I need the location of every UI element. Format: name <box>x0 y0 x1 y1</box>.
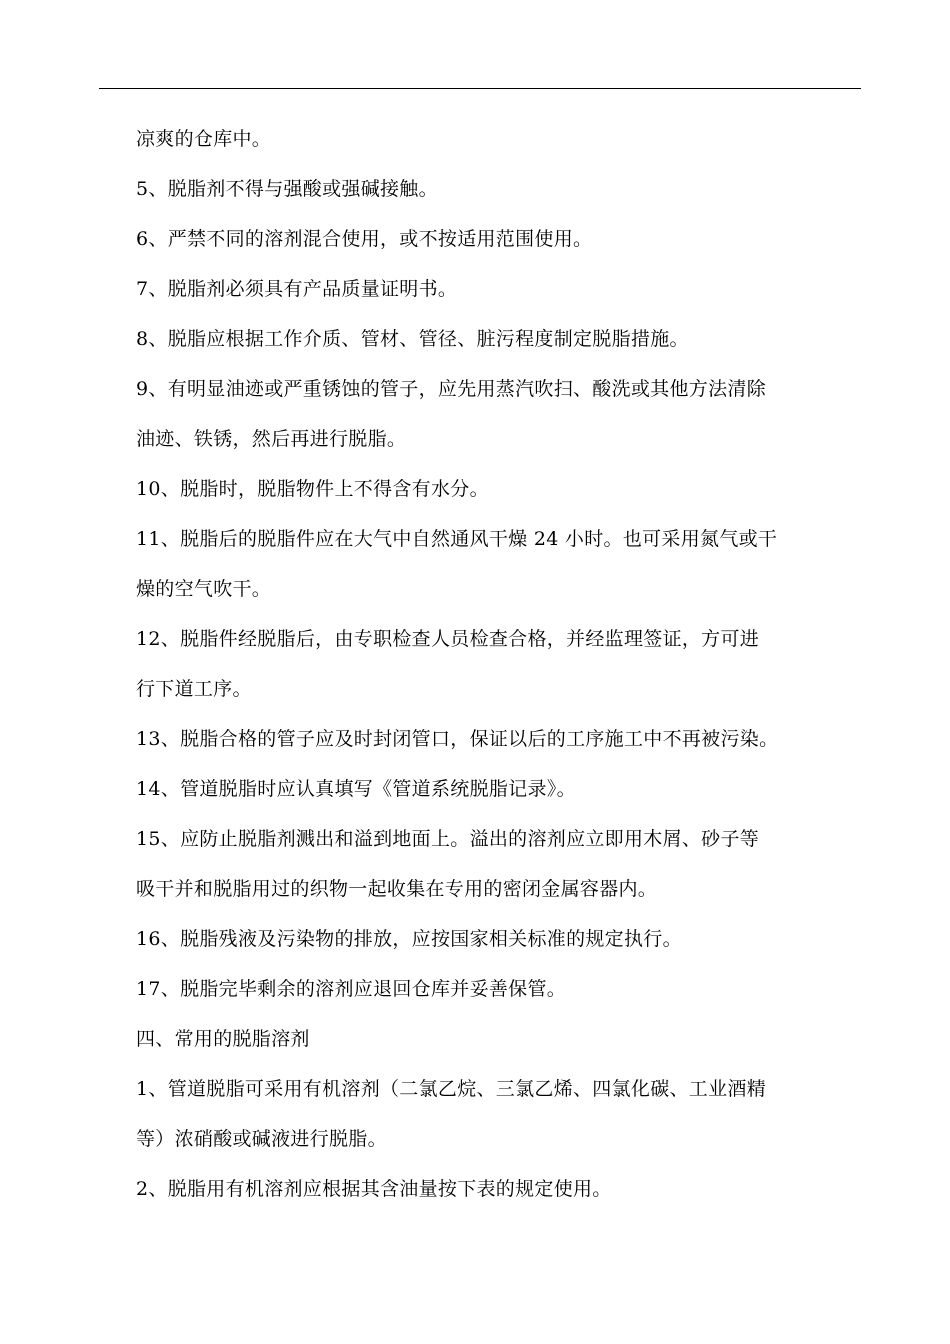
section-heading: 四、常用的脱脂溶剂 <box>136 1028 310 1050</box>
text-line: 5、脱脂剂不得与强酸或强碱接触。 <box>136 178 438 200</box>
text-line: 13、脱脂合格的管子应及时封闭管口，保证以后的工序施工中不再被污染。 <box>136 728 779 750</box>
text-line: 9、有明显油迹或严重锈蚀的管子，应先用蒸汽吹扫、酸洗或其他方法清除 <box>136 378 766 400</box>
text-line: 10、脱脂时，脱脂物件上不得含有水分。 <box>136 478 489 500</box>
text-line: 行下道工序。 <box>136 678 252 700</box>
text-line: 15、应防止脱脂剂溅出和溢到地面上。溢出的溶剂应立即用木屑、砂子等 <box>136 828 760 850</box>
header-rule <box>99 88 861 89</box>
text-line: 8、脱脂应根据工作介质、管材、管径、脏污程度制定脱脂措施。 <box>136 328 689 350</box>
text-line: 6、严禁不同的溶剂混合使用，或不按适用范围使用。 <box>136 228 593 250</box>
text-line: 14、管道脱脂时应认真填写《管道系统脱脂记录》。 <box>136 778 576 800</box>
text-line: 凉爽的仓库中。 <box>136 128 272 150</box>
text-line: 吸干并和脱脂用过的织物一起收集在专用的密闭金属容器内。 <box>136 878 658 900</box>
text-line: 7、脱脂剂必须具有产品质量证明书。 <box>136 278 458 300</box>
text-line: 燥的空气吹干。 <box>136 578 272 600</box>
text-line: 11、脱脂后的脱脂件应在大气中自然通风干燥 24 小时。也可采用氮气或干 <box>136 528 778 550</box>
text-line: 等）浓硝酸或碱液进行脱脂。 <box>136 1128 387 1150</box>
text-line: 2、脱脂用有机溶剂应根据其含油量按下表的规定使用。 <box>136 1178 612 1200</box>
document-body <box>136 114 860 1214</box>
text-line: 1、管道脱脂可采用有机溶剂（二氯乙烷、三氯乙烯、四氯化碳、工业酒精 <box>136 1078 766 1100</box>
text-line: 17、脱脂完毕剩余的溶剂应退回仓库并妥善保管。 <box>136 978 567 1000</box>
text-line: 16、脱脂残液及污染物的排放，应按国家相关标准的规定执行。 <box>136 928 682 950</box>
text-line: 油迹、铁锈，然后再进行脱脂。 <box>136 428 407 450</box>
text-line: 12、脱脂件经脱脂后，由专职检查人员检查合格，并经监理签证，方可进 <box>136 628 760 650</box>
